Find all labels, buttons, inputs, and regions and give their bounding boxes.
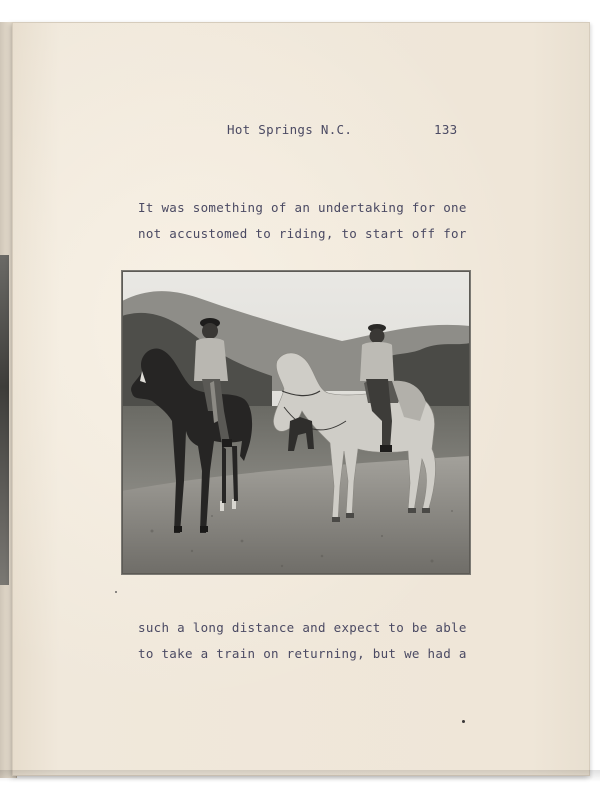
body-text-line: not accustomed to riding, to start off for: [138, 226, 467, 241]
body-text-line: It was something of an undertaking for one: [138, 200, 467, 215]
page-number: 133: [434, 122, 458, 137]
mounted-photograph: [121, 270, 471, 575]
photo-two-boys-on-horses: [122, 271, 470, 574]
body-text-line: to take a train on returning, but we had a: [138, 646, 467, 661]
body-text-line: such a long distance and expect to be able: [138, 620, 467, 635]
ink-speck: [462, 720, 465, 723]
page-shadow: [0, 770, 600, 782]
running-header-title: Hot Springs N.C.: [227, 122, 353, 137]
ink-speck: [115, 591, 117, 593]
previous-page-photo-edge: [0, 255, 9, 585]
book-page: [12, 22, 590, 776]
